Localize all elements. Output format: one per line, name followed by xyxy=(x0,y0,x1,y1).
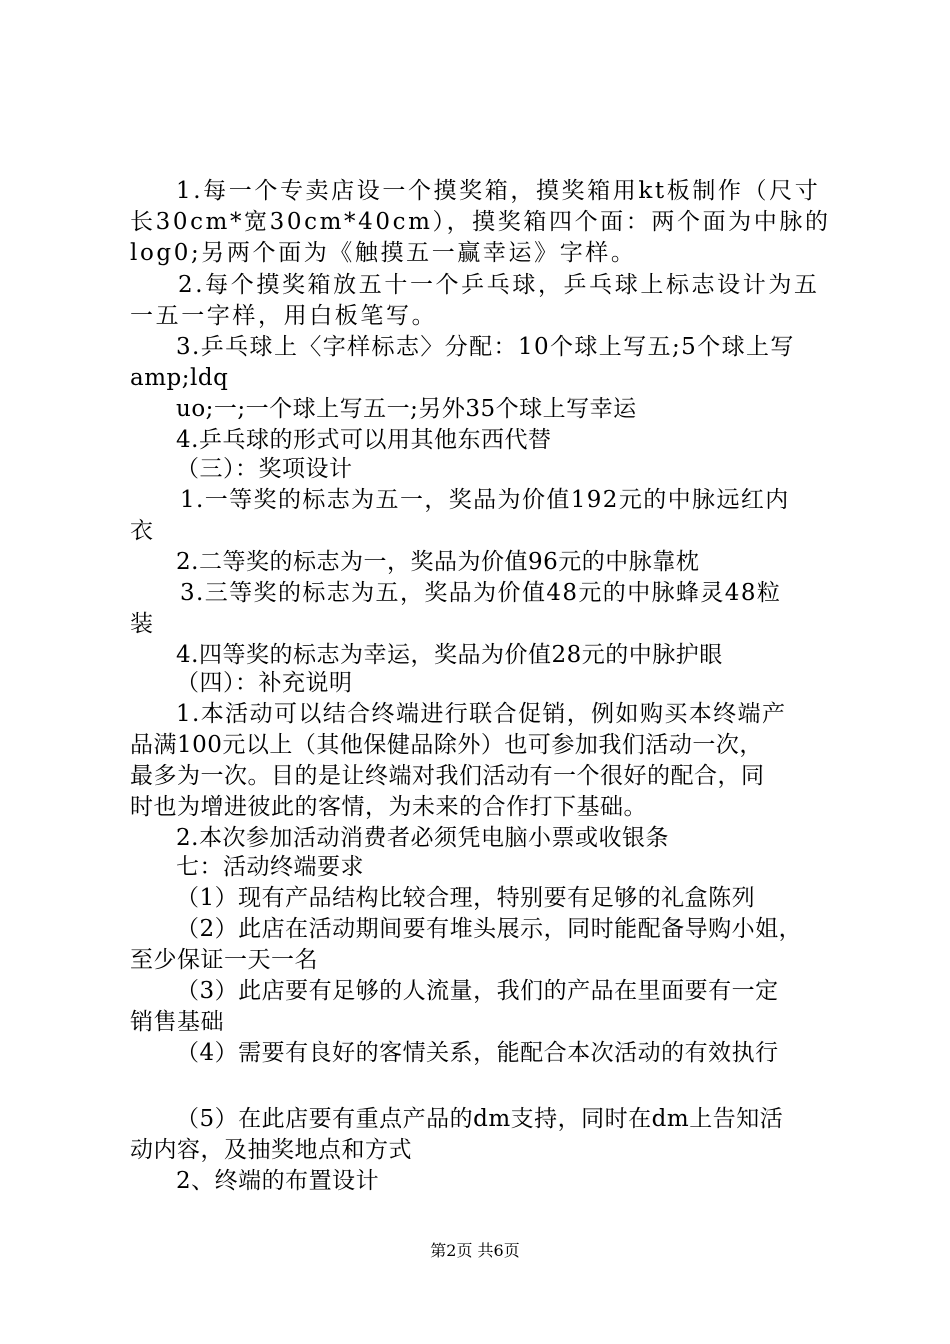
paragraph-line: （2）此店在活动期间要有堆头展示，同时能配备导购小姐， xyxy=(176,916,803,942)
paragraph-line: 4.四等奖的标志为幸运，奖品为价值28元的中脉护眼 xyxy=(176,642,723,668)
paragraph-line: 2.每个摸奖箱放五十一个乒乓球，乒乓球上标志设计为五 xyxy=(178,272,820,298)
section-heading: （三）：奖项设计 xyxy=(176,456,353,482)
paragraph-line: 衣 xyxy=(130,518,154,544)
paragraph-line: （4）需要有良好的客情关系，能配合本次活动的有效执行 xyxy=(176,1040,779,1066)
paragraph-line: （1）现有产品结构比较合理，特别要有足够的礼盒陈列 xyxy=(176,885,756,911)
paragraph-line: 4.乒乓球的形式可以用其他东西代替 xyxy=(176,427,552,453)
paragraph-line: 品满100元以上（其他保健品除外）也可参加我们活动一次， xyxy=(130,732,763,758)
paragraph-line: 1.每一个专卖店设一个摸奖箱，摸奖箱用kt板制作（尺寸 xyxy=(176,178,821,204)
paragraph-line: 2.二等奖的标志为一，奖品为价值96元的中脉靠枕 xyxy=(176,549,700,575)
paragraph-line: 至少保证一天一名 xyxy=(130,947,318,973)
section-heading: 2、终端的布置设计 xyxy=(176,1168,380,1194)
paragraph-line: 2.本次参加活动消费者必须凭电脑小票或收银条 xyxy=(176,825,669,851)
paragraph-line: 动内容，及抽奖地点和方式 xyxy=(130,1137,412,1163)
paragraph-line: 装 xyxy=(130,611,154,637)
paragraph-line: 长30cm*宽30cm*40cm），摸奖箱四个面：两个面为中脉的 xyxy=(130,209,831,235)
paragraph-line: uo;一;一个球上写五一;另外35个球上写幸运 xyxy=(176,396,637,422)
paragraph-line: （5）在此店要有重点产品的dm支持，同时在dm上告知活 xyxy=(176,1106,784,1132)
section-heading: （四）：补充说明 xyxy=(176,670,353,696)
paragraph-line: 1.一等奖的标志为五一，奖品为价值192元的中脉远红内 xyxy=(180,487,790,513)
paragraph-line: log0;另两个面为《触摸五一赢幸运》字样。 xyxy=(130,240,637,266)
section-heading: 七：活动终端要求 xyxy=(176,854,364,880)
paragraph-line: 销售基础 xyxy=(130,1009,224,1035)
paragraph-line: 1.本活动可以结合终端进行联合促销，例如购买本终端产 xyxy=(176,701,787,727)
paragraph-line: 一五一字样，用白板笔写。 xyxy=(130,303,438,329)
paragraph-line: 3.三等奖的标志为五，奖品为价值48元的中脉蜂灵48粒 xyxy=(180,580,782,606)
paragraph-line: 时也为增进彼此的客情，为未来的合作打下基础。 xyxy=(130,794,647,820)
page-number: 第2页 共6页 xyxy=(430,1241,520,1260)
paragraph-line: 3.乒乓球上〈字样标志〉分配：10个球上写五;5个球上写 xyxy=(176,334,795,360)
paragraph-line: （3）此店要有足够的人流量，我们的产品在里面要有一定 xyxy=(176,978,779,1004)
paragraph-line: amp;ldq xyxy=(130,365,229,391)
paragraph-line: 最多为一次。目的是让终端对我们活动有一个很好的配合，同 xyxy=(130,763,765,789)
